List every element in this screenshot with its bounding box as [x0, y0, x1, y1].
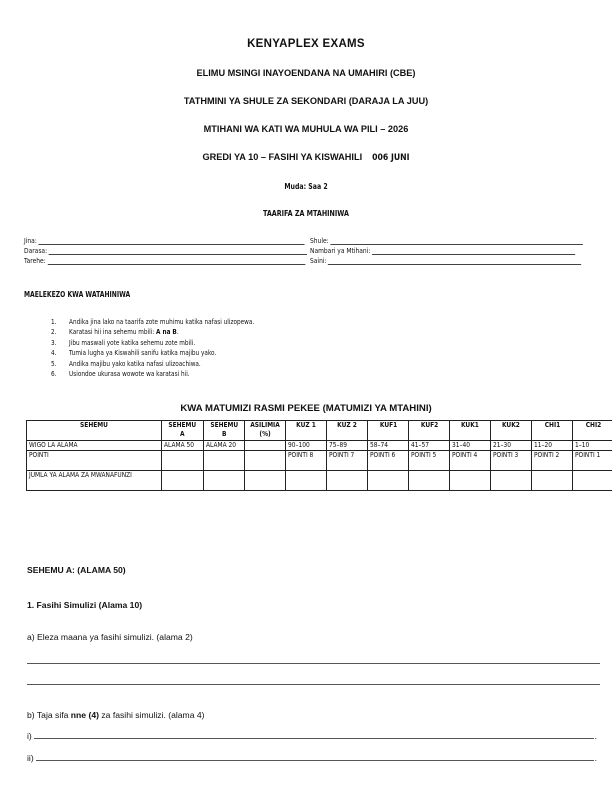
table-cell: 75–89	[327, 441, 368, 451]
table-cell: 90–100	[286, 441, 327, 451]
instructions-title: MAELEKEZO KWA WATAHINIWA	[24, 290, 131, 299]
table-cell[interactable]	[245, 441, 286, 451]
table-cell: POINTI 5	[409, 451, 450, 471]
table-row-total	[27, 471, 612, 491]
exam-subject-line	[0, 152, 612, 163]
section-a-title: SEHEMU A: (ALAMA 50)	[27, 565, 126, 575]
table-cell: 58–74	[368, 441, 409, 451]
table-cell[interactable]	[286, 471, 327, 491]
table-cell[interactable]	[532, 471, 573, 491]
instruction-item: 4. Tumia lugha ya Kiswahili sanifu katika majibu yako.	[51, 349, 217, 358]
table-cell: POINTI	[27, 451, 162, 471]
table-header-cell: KUZ 1	[286, 421, 327, 441]
date-field[interactable]	[47, 256, 305, 265]
table-cell: 11–20	[532, 441, 573, 451]
answer-label-ii: ii)	[27, 753, 34, 763]
table-cell[interactable]	[203, 451, 245, 471]
table-row-points	[27, 451, 612, 471]
answer-line[interactable]	[34, 737, 594, 739]
table-cell[interactable]	[573, 471, 612, 491]
answer-line[interactable]	[27, 684, 600, 685]
instruction-item: 2. Karatasi hii ina sehemu mbili: A na B.	[51, 328, 179, 337]
table-header-cell: KUF2	[409, 421, 450, 441]
signature-field[interactable]	[328, 256, 581, 265]
table-header-cell: KUF1	[368, 421, 409, 441]
instruction-item: 6. Usiondoe ukurasa wowote wa karatasi hii.	[51, 370, 190, 379]
table-cell: POINTI 6	[368, 451, 409, 471]
table-cell: 31–40	[450, 441, 491, 451]
answer-row-i: i) .	[27, 731, 597, 741]
table-header-cell: SEHEMU	[27, 421, 162, 441]
table-header-row	[27, 421, 612, 441]
exam-number-label: Nambari ya Mtihani:	[310, 247, 371, 255]
instruction-item: 5. Andika majibu yako katika nafasi ulizoachiwa.	[51, 359, 201, 368]
table-header-cell: SEHEMU A	[162, 421, 204, 441]
name-field[interactable]	[39, 236, 305, 245]
table-cell: POINTI 1	[573, 451, 612, 471]
table-cell[interactable]	[491, 471, 532, 491]
table-cell[interactable]	[327, 471, 368, 491]
class-field[interactable]	[49, 246, 307, 255]
table-cell: POINTI 2	[532, 451, 573, 471]
exam-subject: GREDI YA 10 – FASIHI YA KISWAHILI	[202, 152, 363, 162]
table-cell: WIGO LA ALAMA	[27, 441, 162, 451]
table-cell: 41–57	[409, 441, 450, 451]
exam-number-field[interactable]	[372, 246, 575, 255]
candidate-info-title: TAARIFA ZA MTAHINIWA	[262, 209, 350, 218]
table-cell: ALAMA 50	[162, 441, 204, 451]
signature-label: Saini:	[310, 257, 327, 265]
marks-table	[26, 420, 612, 491]
table-header-cell: SEHEMU B	[203, 421, 245, 441]
instructions-list	[51, 317, 254, 379]
question-1a: a) Eleza maana ya fasihi simulizi. (alama 2)	[27, 632, 193, 642]
table-header-cell: CHI2	[573, 421, 612, 441]
table-cell: JUMLA YA ALAMA ZA MWANAFUNZI	[27, 471, 162, 491]
table-header-cell: CHI1	[532, 421, 573, 441]
exam-title: KENYAPLEX EXAMS	[247, 38, 365, 50]
table-header-cell: KUK1	[450, 421, 491, 441]
official-use-title: KWA MATUMIZI RASMI PEKEE (MATUMIZI YA MTAHINI)	[180, 403, 432, 414]
table-cell: 21–30	[491, 441, 532, 451]
table-cell[interactable]	[450, 471, 491, 491]
table-cell: POINTI 4	[450, 451, 491, 471]
table-cell: POINTI 7	[327, 451, 368, 471]
table-cell[interactable]	[162, 451, 204, 471]
class-label: Darasa:	[24, 247, 48, 255]
table-header-cell: KUK2	[491, 421, 532, 441]
question-1b: b) Taja sifa nne (4) za fasihi simulizi. (alama 4)	[27, 710, 205, 720]
table-cell: ALAMA 20	[203, 441, 245, 451]
answer-line[interactable]	[36, 759, 594, 761]
table-cell[interactable]	[162, 471, 204, 491]
candidate-info-right	[310, 236, 583, 266]
answer-label-i: i)	[27, 731, 32, 741]
table-cell[interactable]	[203, 471, 245, 491]
exam-subtitle-term: MTIHANI WA KATI WA MUHULA WA PILI – 2026	[203, 124, 409, 134]
exam-duration: Muda: Saa 2	[284, 182, 328, 191]
school-label: Shule:	[310, 237, 329, 245]
school-field[interactable]	[330, 236, 582, 245]
table-cell: 1–10	[573, 441, 612, 451]
answer-line[interactable]	[27, 663, 600, 664]
question-1-title: 1. Fasihi Simulizi (Alama 10)	[27, 600, 143, 610]
table-cell[interactable]	[245, 471, 286, 491]
name-label: Jina:	[24, 237, 37, 245]
table-cell: POINTI 3	[491, 451, 532, 471]
answer-row-ii: ii) .	[27, 753, 597, 763]
table-cell[interactable]	[245, 451, 286, 471]
table-row-range	[27, 441, 612, 451]
instruction-item: 1. Andika jina lako na taarifa zote muhimu katika nafasi ulizopewa.	[51, 318, 255, 326]
table-header-cell: KUZ 2	[327, 421, 368, 441]
instruction-item: 3. Jibu maswali yote katika sehemu zote mbili.	[51, 338, 196, 347]
exam-subtitle-level: TATHMINI YA SHULE ZA SEKONDARI (DARAJA LA JUU)	[183, 96, 429, 106]
exam-subtitle-cbe: ELIMU MSINGI INAYOENDANA NA UMAHIRI (CBE)	[196, 68, 416, 78]
table-header-cell: ASILIMIA (%)	[245, 421, 286, 441]
table-cell: POINTI 8	[286, 451, 327, 471]
candidate-info-left	[24, 236, 307, 266]
table-cell[interactable]	[409, 471, 450, 491]
paper-code: 006 JUNI	[372, 153, 410, 163]
date-label: Tarehe:	[24, 257, 46, 265]
table-cell[interactable]	[368, 471, 409, 491]
